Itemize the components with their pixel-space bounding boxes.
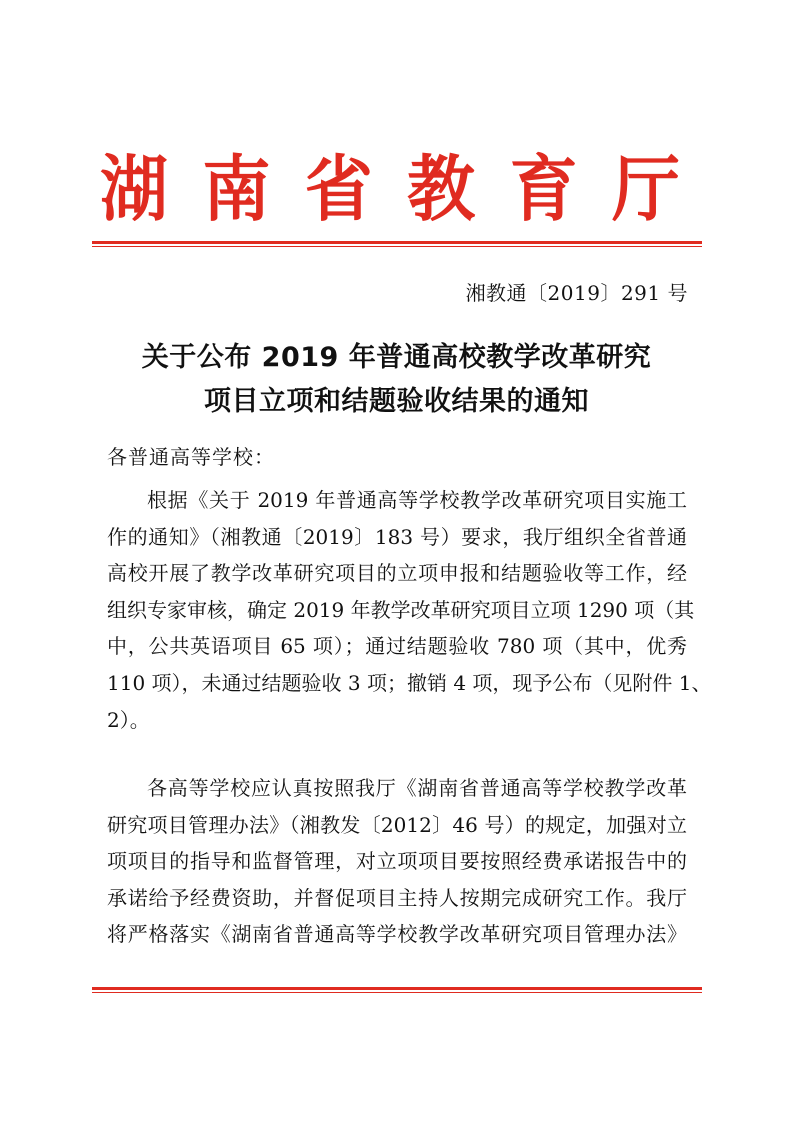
masthead-char: 湖 <box>100 148 169 232</box>
issuing-authority-masthead <box>100 148 680 232</box>
paragraph-line: 将严格落实《湖南省普通高等学校教学改革研究项目管理办法》 <box>107 922 687 947</box>
paragraph-line: 承诺给予经费资助，并督促项目主持人按期完成研究工作。我厅 <box>107 885 687 910</box>
paragraph-line: 各高等学校应认真按照我厅《湖南省普通高等学校教学改革 <box>147 776 687 800</box>
paragraph-line: 高校开展了教学改革研究项目的立项申报和结题验收等工作，经 <box>107 561 687 586</box>
masthead-char: 育 <box>509 148 578 232</box>
title-line-2: 项目立项和结题验收结果的通知 <box>204 386 589 417</box>
paragraph-line: 作的通知》（湘教通〔2019〕183 号）要求，我厅组织全省普通 <box>107 524 687 549</box>
paragraph-line: 组织专家审核，确定 2019 年教学改革研究项目立项 1290 项（其 <box>107 597 695 622</box>
masthead-char: 省 <box>304 148 373 232</box>
paragraph-line: 项项目的指导和监督管理，对立项项目要按照经费承诺报告中的 <box>107 849 687 874</box>
paragraph-line: 2）。 <box>107 707 150 732</box>
body-paragraph-1 <box>107 482 712 738</box>
masthead-char: 厅 <box>611 148 680 232</box>
red-header-rule <box>92 241 702 247</box>
notice-title <box>90 336 703 424</box>
paragraph-line: 中，公共英语项目 65 项）；通过结题验收 780 项（其中，优秀 <box>107 634 687 659</box>
paragraph-line: 根据《关于 2019 年普通高等学校教学改革研究项目实施工 <box>147 488 687 512</box>
paragraph-line: 110 项），未通过结题验收 3 项；撤销 4 项，现予公布（见附件 1、 <box>107 670 712 695</box>
document-number: 湘教通〔2019〕291 号 <box>465 281 688 305</box>
masthead-char: 教 <box>407 148 476 232</box>
title-line-1: 关于公布 2019 年普通高校教学改革研究 <box>141 342 652 373</box>
salutation: 各普通高等学校： <box>107 445 275 469</box>
red-footer-rule <box>92 987 702 993</box>
paragraph-line: 研究项目管理办法》（湘教发〔2012〕46 号）的规定，加强对立 <box>107 812 687 837</box>
body-paragraph-2 <box>107 770 687 953</box>
masthead-char: 南 <box>202 148 271 232</box>
